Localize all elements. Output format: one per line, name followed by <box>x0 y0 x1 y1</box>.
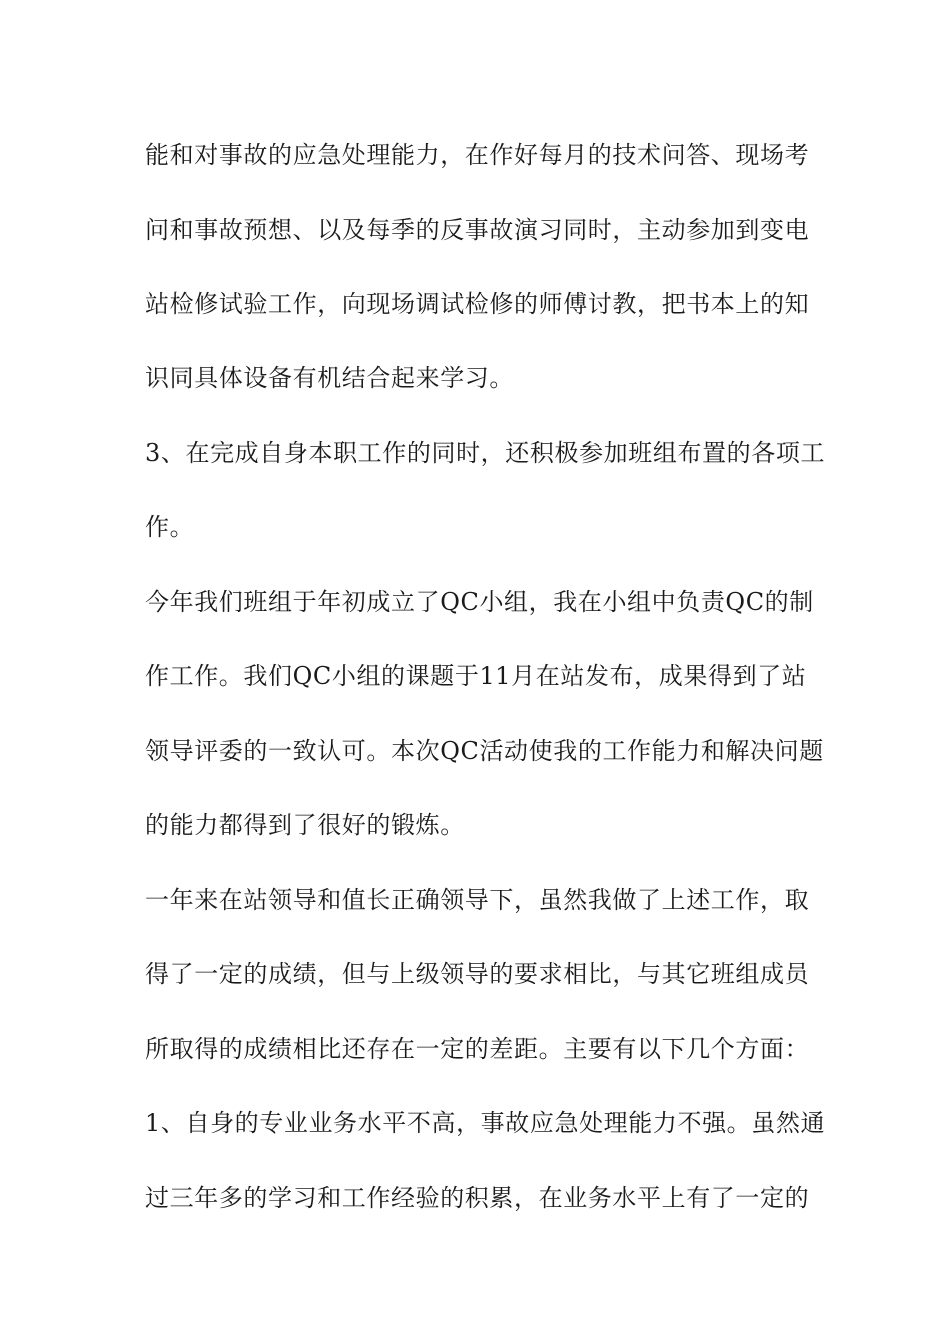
text-line: 的能力都得到了很好的锻炼。 <box>145 811 465 839</box>
text-line: 一年来在站领导和值长正确领导下，虽然我做了上述工作，取 <box>145 886 810 914</box>
text-line: 识同具体设备有机结合起来学习。 <box>145 364 514 392</box>
text-line: 得了一定的成绩，但与上级领导的要求相比，与其它班组成员 <box>145 960 810 988</box>
text-line: 所取得的成绩相比还存在一定的差距。主要有以下几个方面： <box>145 1035 810 1063</box>
text-line: 今年我们班组于年初成立了QC小组，我在小组中负责QC的制 <box>145 588 814 616</box>
text-line: 1、自身的专业业务水平不高，事故应急处理能力不强。虽然通 <box>145 1109 826 1137</box>
text-line: 作工作。我们QC小组的课题于11月在站发布，成果得到了站 <box>145 662 807 690</box>
text-line: 过三年多的学习和工作经验的积累，在业务水平上有了一定的 <box>145 1184 810 1212</box>
text-line: 作。 <box>145 513 195 541</box>
text-line: 领导评委的一致认可。本次QC活动使我的工作能力和解决问题 <box>145 737 824 765</box>
text-line: 3、在完成自身本职工作的同时，还积极参加班组布置的各项工 <box>145 439 826 467</box>
text-line: 站检修试验工作，向现场调试检修的师傅讨教，把书本上的知 <box>145 290 810 318</box>
text-line: 问和事故预想、以及每季的反事故演习同时，主动参加到变电 <box>145 216 810 244</box>
text-line: 能和对事故的应急处理能力，在作好每月的技术问答、现场考 <box>145 141 810 169</box>
